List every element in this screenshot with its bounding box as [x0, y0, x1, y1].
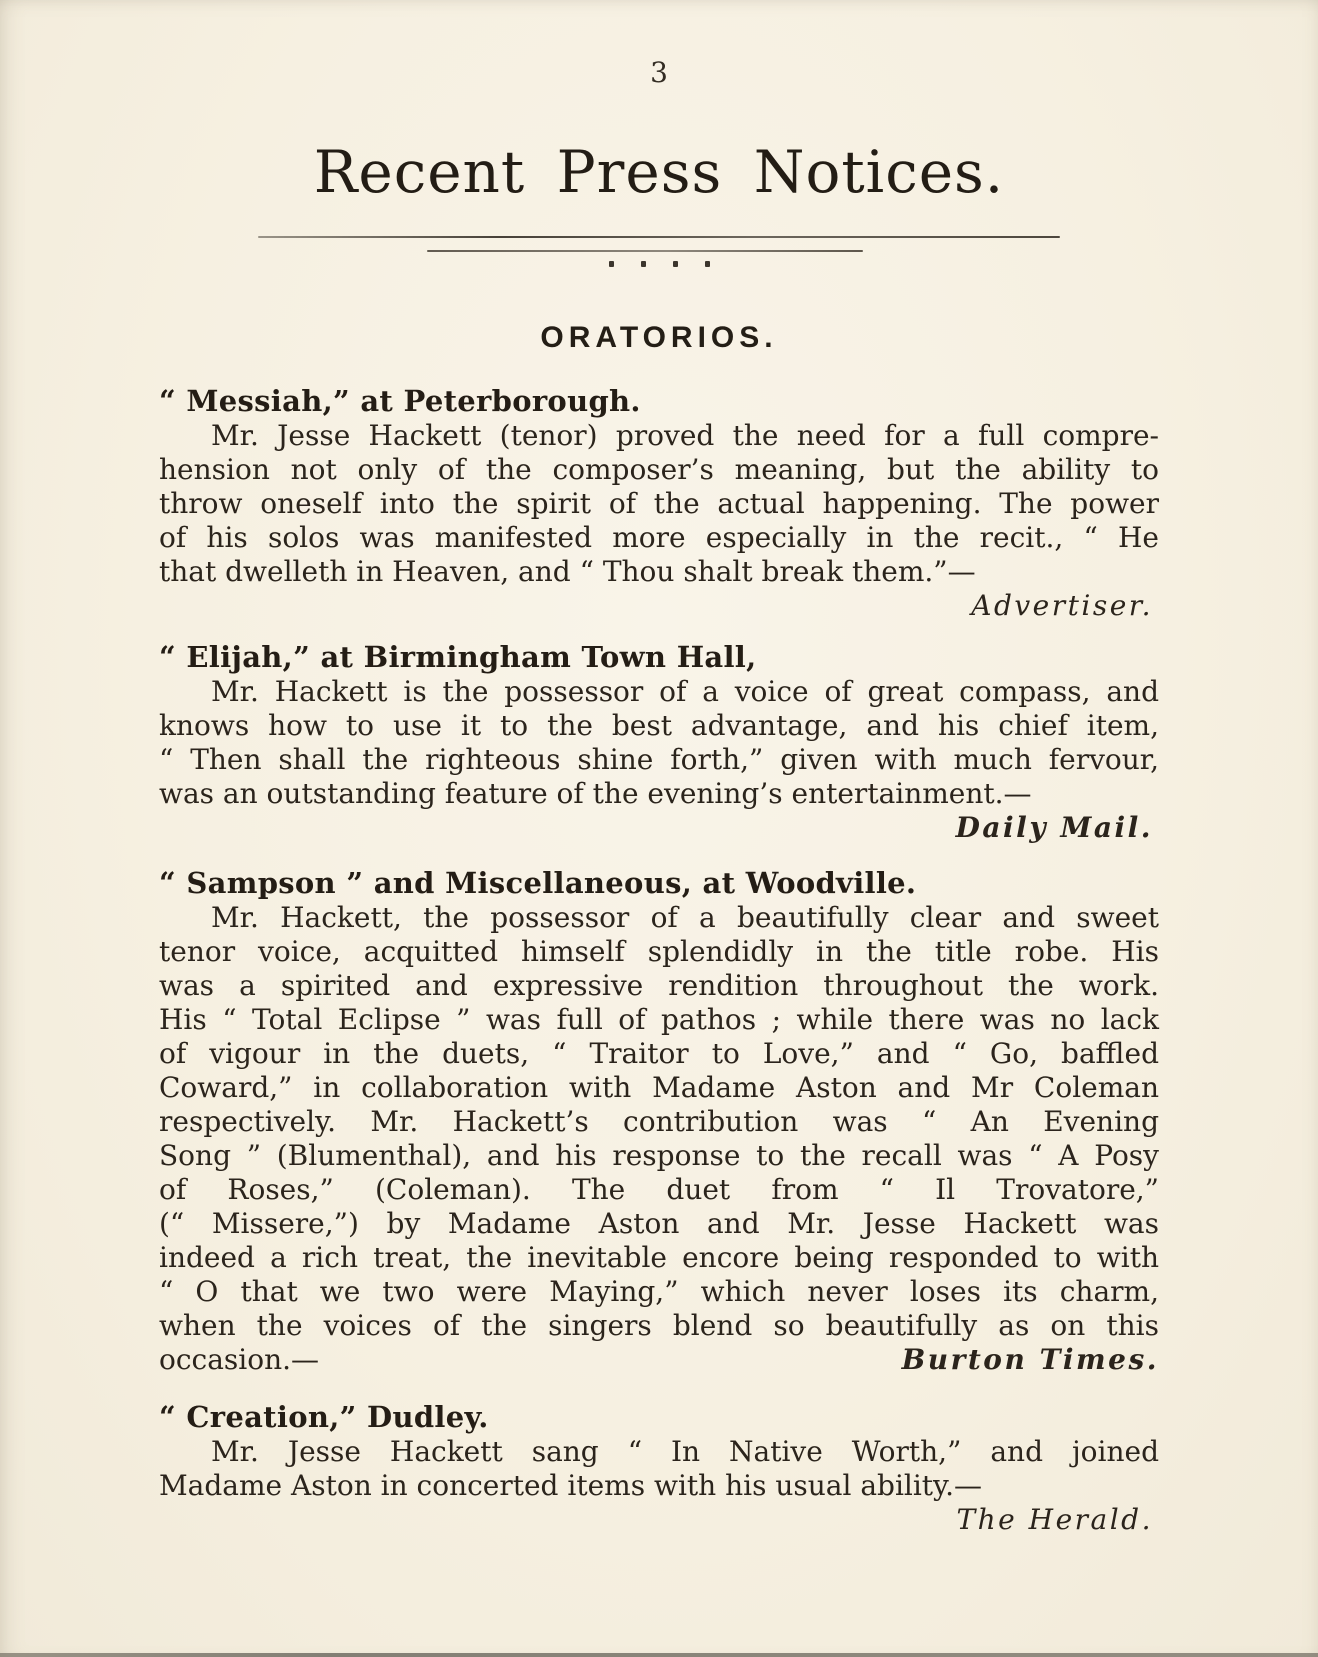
text-line: “ O that we two were Maying,” which never loses its charm, — [159, 1275, 1159, 1308]
text-line: of vigour in the duets, “ Traitor to Love,” and “ Go, baffled — [159, 1037, 1159, 1070]
press-notice — [159, 639, 1159, 845]
text-line: tenor voice, acquitted himself splendidly in the title robe. His — [159, 935, 1159, 968]
text-line: Coward,” in collaboration with Madame Aston and Mr Coleman — [159, 1071, 1159, 1104]
notice-heading: “ Creation,” Dudley. — [159, 1400, 489, 1434]
text-line: “ Then shall the righteous shine forth,” given with much fervour, — [159, 743, 1159, 776]
notice-heading: “ Elijah,” at Birmingham Town Hall, — [159, 640, 757, 674]
notice-attribution: Daily Mail. — [955, 811, 1153, 844]
notice-body — [159, 419, 1159, 589]
notice-body — [159, 675, 1159, 811]
text-line: His “ Total Eclipse ” was full of pathos ; while there was no lack — [159, 1003, 1159, 1036]
text-line: Mr. Jesse Hackett (tenor) proved the need for a full compre- — [211, 419, 1159, 452]
dot-icon — [705, 261, 710, 267]
ornament-dots — [0, 261, 1318, 267]
title-rule-secondary — [427, 250, 863, 252]
notice-attribution: The Herald. — [956, 1503, 1153, 1536]
page-number: 3 — [650, 56, 668, 89]
notice-body — [159, 901, 1159, 1377]
text-line: Mr. Jesse Hackett sang “ In Native Worth,” and joined — [211, 1435, 1159, 1468]
text-line: Song ” (Blumenthal), and his response to the recall was “ A Posy — [159, 1139, 1159, 1172]
dot-icon — [673, 261, 678, 267]
text-line: hension not only of the composer’s meaning, but the ability to — [159, 453, 1159, 486]
dot-icon — [641, 261, 646, 267]
notice-heading: “ Sampson ” and Miscellaneous, at Woodville. — [159, 866, 917, 900]
dot-icon — [609, 261, 614, 267]
scan-bottom-edge — [0, 1653, 1318, 1657]
text-line: throw oneself into the spirit of the actual happening. The power — [159, 487, 1159, 520]
text-line-fragment: occasion.— — [159, 1343, 320, 1376]
notice-attribution-row — [159, 1503, 1159, 1537]
text-line: when the voices of the singers blend so beautifully as on this — [159, 1309, 1159, 1342]
text-line: Mr. Hackett is the possessor of a voice of great compass, and — [211, 675, 1159, 708]
text-line: knows how to use it to the best advantage, and his chief item, — [159, 709, 1159, 742]
text-line: was a spirited and expressive rendition throughout the work. — [159, 969, 1159, 1002]
notice-attribution-row — [159, 589, 1159, 623]
notice-attribution: Advertiser. — [971, 589, 1153, 622]
press-notice — [159, 1399, 1159, 1537]
text-line: was an outstanding feature of the evening’s entertainment.— — [159, 777, 1032, 810]
notices — [159, 383, 1159, 1537]
text-line: that dwelleth in Heaven, and “ Thou shalt break them.”— — [159, 555, 976, 588]
press-notice — [159, 383, 1159, 623]
title-rule-primary — [258, 236, 1060, 238]
text-line: respectively. Mr. Hackett’s contribution was “ An Evening — [159, 1105, 1159, 1138]
text-line: (“ Missere,”) by Madame Aston and Mr. Jesse Hackett was — [159, 1207, 1159, 1240]
notice-body — [159, 1435, 1159, 1503]
text-line: of his solos was manifested more especially in the recit., “ He — [159, 521, 1159, 554]
notice-heading: “ Messiah,” at Peterborough. — [159, 384, 641, 418]
press-notice — [159, 865, 1159, 1377]
text-line: indeed a rich treat, the inevitable encore being responded to with — [159, 1241, 1159, 1274]
notice-attribution: Burton Times. — [901, 1343, 1159, 1376]
text-line: Madame Aston in concerted items with his usual ability.— — [159, 1469, 983, 1502]
notice-attribution-row — [159, 811, 1159, 845]
text-line: of Roses,” (Coleman). The duet from “ Il Trovatore,” — [159, 1173, 1159, 1206]
page-title: Recent Press Notices. — [313, 138, 1005, 206]
section-title: ORATORIOS. — [540, 321, 778, 354]
text-line: Mr. Hackett, the possessor of a beautifully clear and sweet — [211, 901, 1159, 934]
text-line — [159, 1343, 1159, 1377]
